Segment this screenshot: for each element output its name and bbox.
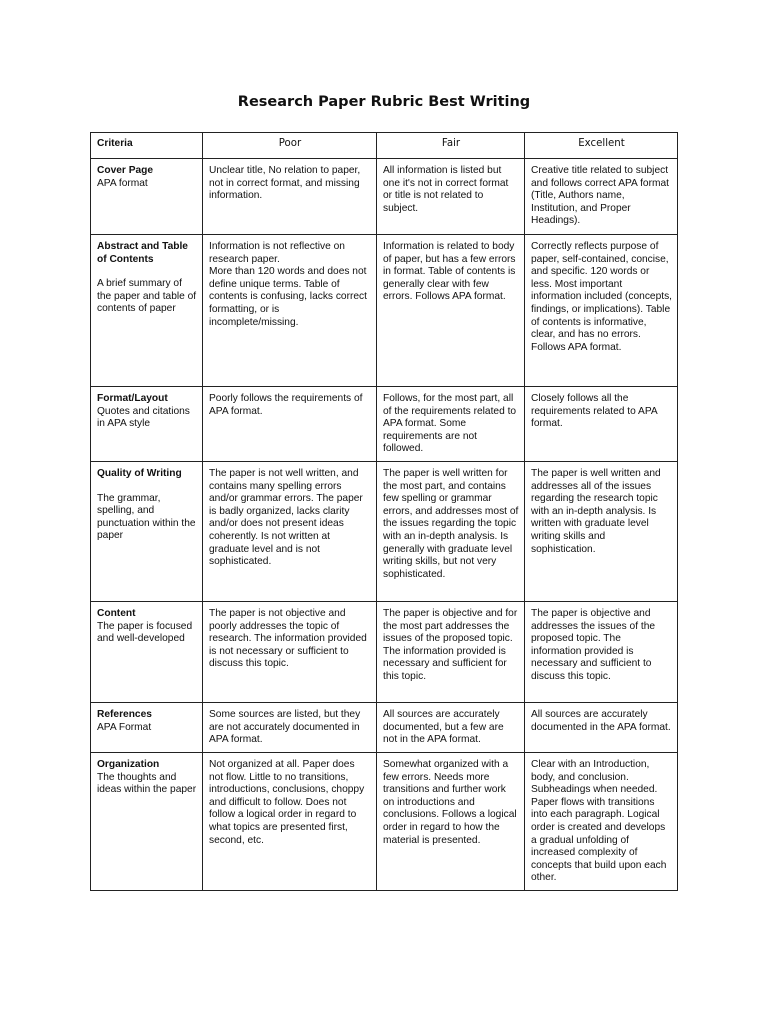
criteria-description: APA format <box>97 177 148 189</box>
excellent-cell: Clear with an Introduction, body, and conclusion. Subheadings when needed. Paper flows with transitions into each paragraph. Logical order is created and develops a gradual unfolding of increased complexity of concepts that build upon each other. <box>525 753 678 891</box>
fair-cell: Information is related to body of paper, but has a few errors in format. Table of contents is generally clear with few errors. Follows APA format. <box>377 235 525 387</box>
header-excellent: Excellent <box>525 133 678 159</box>
criteria-title: Abstract and Table of Contents <box>97 241 188 265</box>
poor-cell: Not organized at all. Paper does not flow. Little to no transitions, introductions, conclusions, choppy and difficult to follow. Does not follow a logical order in regard to what topics are presented first, second, etc. <box>203 753 377 891</box>
criteria-cell <box>91 235 203 387</box>
poor-cell: Information is not reflective on research paper. More than 120 words and does not define unique terms. Table of contents is confusing, lacks correct formatting, or is incomplete/missing. <box>203 235 377 387</box>
criteria-title: Cover Page <box>97 165 154 176</box>
criteria-cell <box>91 602 203 703</box>
fair-cell: The paper is well written for the most part, and contains few spelling or grammar errors, and addresses most of the issues regarding the topic with an in-depth analysis. Is generally with graduate level writing skills, but not very sophisticated. <box>377 462 525 602</box>
rubric-row-content <box>91 602 678 703</box>
rubric-row-organization <box>91 753 678 891</box>
excellent-cell: The paper is objective and addresses the issues of the proposed topic. The information provided is necessary and sufficient to discuss this topic. <box>525 602 678 703</box>
page-title: Research Paper Rubric Best Writing <box>237 94 531 110</box>
criteria-description: The grammar, spelling, and punctuation within the paper <box>97 492 196 542</box>
fair-cell: Somewhat organized with a few errors. Needs more transitions and further work on introductions and conclusions. Follows a logical order in regard to how the material is presented. <box>377 753 525 891</box>
fair-cell: All sources are accurately documented, but a few are not in the APA format. <box>377 703 525 753</box>
poor-cell: Poorly follows the requirements of APA format. <box>203 387 377 462</box>
criteria-description: A brief summary of the paper and table of contents of paper <box>97 278 197 315</box>
rubric-row-references <box>91 703 678 753</box>
criteria-title: References <box>97 709 152 720</box>
excellent-cell: The paper is well written and addresses all of the issues regarding the research topic with an in-depth analysis. Is written with graduate level writing skills and sophistication. <box>525 462 678 602</box>
criteria-cell <box>91 462 203 602</box>
criteria-cell <box>91 159 203 235</box>
rubric-row-cover-page <box>91 159 678 235</box>
rubric-row-format-layout <box>91 387 678 462</box>
poor-cell: Unclear title, No relation to paper, not in correct format, and missing information. <box>203 159 377 235</box>
header-poor: Poor <box>203 133 377 159</box>
poor-cell: The paper is not well written, and contains many spelling errors and/or grammar errors. The paper is badly organized, lacks clarity and/or does not present ideas coherently. Is not written at graduate level and is not sophisticated. <box>203 462 377 602</box>
fair-cell: The paper is objective and for the most part addresses the issues of the proposed topic. The information provided is necessary and sufficient for this topic. <box>377 602 525 703</box>
excellent-cell: All sources are accurately documented in the APA format. <box>525 703 678 753</box>
poor-cell: Some sources are listed, but they are not accurately documented in APA format. <box>203 703 377 753</box>
criteria-description: The thoughts and ideas within the paper <box>97 771 197 796</box>
header-row <box>91 133 678 159</box>
excellent-cell: Correctly reflects purpose of paper, self-contained, concise, and specific. 120 words or less. Most important information included (concepts, findings, or implications). Table of contents is informative, clear, and has no errors. Follows APA format. <box>525 235 678 387</box>
criteria-description: APA Format <box>97 721 152 733</box>
excellent-cell: Creative title related to subject and follows correct APA format (Title, Authors name, Institution, and Proper Headings). <box>525 159 678 235</box>
criteria-description: Quotes and citations in APA style <box>97 405 190 430</box>
rubric-table <box>90 132 678 891</box>
fair-cell: All information is listed but one it's not in correct format or title is not related to subject. <box>377 159 525 235</box>
criteria-title: Quality of Writing <box>97 468 182 479</box>
excellent-cell: Closely follows all the requirements related to APA format. <box>525 387 678 462</box>
criteria-cell <box>91 703 203 753</box>
criteria-description: The paper is focused and well-developed <box>97 620 193 645</box>
criteria-cell <box>91 387 203 462</box>
criteria-title: Format/Layout <box>97 393 168 404</box>
criteria-title: Content <box>97 608 136 619</box>
header-fair: Fair <box>377 133 525 159</box>
fair-cell: Follows, for the most part, all of the requirements related to APA format. Some requirements are not followed. <box>377 387 525 462</box>
criteria-cell <box>91 753 203 891</box>
header-criteria: Criteria <box>91 133 203 159</box>
rubric-row-quality-of-writing <box>91 462 678 602</box>
rubric-row-abstract <box>91 235 678 387</box>
poor-cell: The paper is not objective and poorly addresses the topic of research. The information provided is not necessary or sufficient to discuss this topic. <box>203 602 377 703</box>
criteria-title: Organization <box>97 759 160 770</box>
